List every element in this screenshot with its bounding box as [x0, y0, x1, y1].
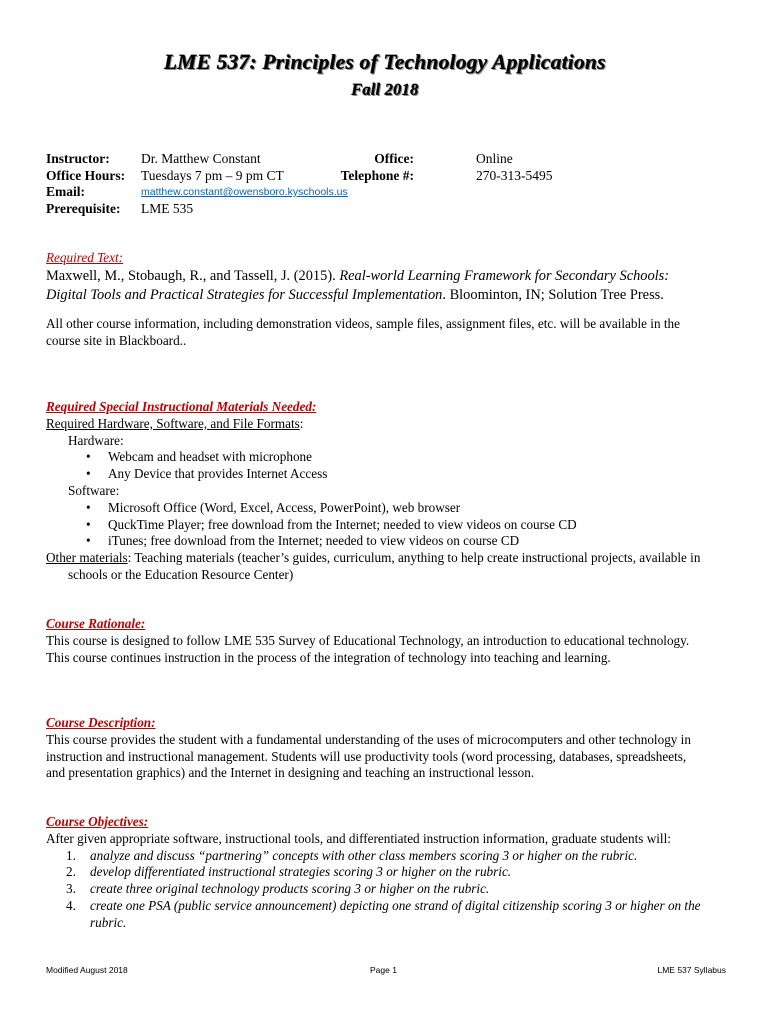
- instructor-label: Instructor:: [46, 151, 110, 166]
- email-label: Email:: [46, 184, 85, 199]
- materials-subheading-line: Required Hardware, Software, and File Formats:: [46, 415, 304, 431]
- hardware-label: Hardware:: [68, 432, 124, 448]
- telephone-label: Telephone #:: [340, 167, 414, 183]
- materials-heading: Required Special Instructional Materials Needed:: [46, 399, 317, 414]
- description-section: [46, 715, 706, 782]
- document-title: LME 537: Principles of Technology Applications: [164, 50, 606, 74]
- textbook-title: Real-world Learning Framework for Secondary Schools: Digital Tools and Practical Strategies for Successful Implementation: [46, 267, 670, 303]
- footer-modified: Modified August 2018: [46, 965, 128, 975]
- course-site-note: All other course information, including demonstration videos, sample files, assignment files, etc. will be available in the course site in Blackboard..: [46, 315, 680, 348]
- software-label: Software:: [68, 482, 120, 498]
- required-text-section: [46, 250, 706, 349]
- textbook-citation: [46, 267, 706, 305]
- instructor-value: Dr. Matthew Constant: [141, 151, 261, 166]
- prerequisite-label: Prerequisite:: [46, 200, 121, 216]
- textbook-publisher: . Bloominton, IN; Solution Tree Press.: [442, 286, 664, 303]
- objectives-intro: After given appropriate software, instructional tools, and differentiated instruction information, graduate students will:: [46, 830, 671, 846]
- objectives-section: [46, 814, 706, 932]
- objectives-heading: Course Objectives:: [46, 814, 149, 829]
- required-text-heading: Required Text:: [46, 250, 124, 265]
- list-item: • QuckTime Player; free download from the Internet; needed to view videos on course CD: [86, 517, 706, 534]
- list-item: • Webcam and headset with microphone: [86, 449, 706, 466]
- list-item: 3. create three original technology products scoring 3 or higher on the rubric.: [66, 881, 490, 897]
- description-text: This course provides the student with a fundamental understanding of the uses of microcomputers and other technology in instruction and instructional management. Students will use productivity tools (word processing, databases, spreadsheets, and presentation graphics) and the Internet in designing and teaching an instructional lesson.: [46, 731, 691, 781]
- list-item: • Microsoft Office (Word, Excel, Access, PowerPoint), web browser: [86, 500, 706, 517]
- materials-subheading: Required Hardware, Software, and File Formats: [46, 415, 300, 431]
- list-item: • Any Device that provides Internet Access: [86, 466, 706, 483]
- description-heading: Course Description:: [46, 715, 156, 730]
- page-footer: [46, 965, 726, 979]
- list-item: 1. analyze and discuss “partnering” concepts with other class members scoring 3 or higher on the rubric.: [66, 847, 638, 863]
- materials-section: [46, 399, 706, 584]
- software-list: [46, 500, 706, 550]
- rationale-heading: Course Rationale:: [46, 616, 146, 631]
- footer-doc-name: LME 537 Syllabus: [657, 965, 726, 975]
- textbook-authors: Maxwell, M., Stobaugh, R., and Tassell, J. (2015).: [46, 267, 336, 284]
- term-title: Fall 2018: [351, 80, 419, 99]
- rationale-text: This course is designed to follow LME 535 Survey of Educational Technology, an introduction to educational technology. This course continues instruction in the process of the integration of technology into teaching and learning.: [46, 632, 690, 665]
- telephone-value: 270-313-5495: [476, 167, 553, 183]
- other-materials: [46, 550, 706, 584]
- hardware-list: [46, 449, 706, 483]
- other-materials-text: : Teaching materials (teacher’s guides, curriculum, anything to help create instructional projects, available in schools or the Education Resource Center): [68, 550, 701, 582]
- office-hours-label: Office Hours:: [46, 167, 126, 183]
- footer-page-number: Page 1: [370, 965, 397, 975]
- office-value: Online: [476, 151, 513, 166]
- list-item: • iTunes; free download from the Internet; needed to view videos on course CD: [86, 533, 706, 550]
- course-info: [46, 151, 736, 217]
- prerequisite-value: LME 535: [141, 200, 194, 216]
- office-hours-value: Tuesdays 7 pm – 9 pm CT: [141, 167, 284, 183]
- other-materials-label: Other materials: [46, 550, 128, 566]
- list-item: 2. develop differentiated instructional strategies scoring 3 or higher on the rubric.: [66, 864, 512, 880]
- office-label: Office:: [374, 151, 414, 166]
- objectives-list: [46, 848, 706, 932]
- email-link[interactable]: matthew.constant@owensboro.kyschools.us: [141, 186, 348, 198]
- list-item: 4. create one PSA (public service announcement) depicting one strand of digital citizenship scoring 3 or higher on the rubric.: [66, 897, 701, 930]
- rationale-section: [46, 616, 706, 666]
